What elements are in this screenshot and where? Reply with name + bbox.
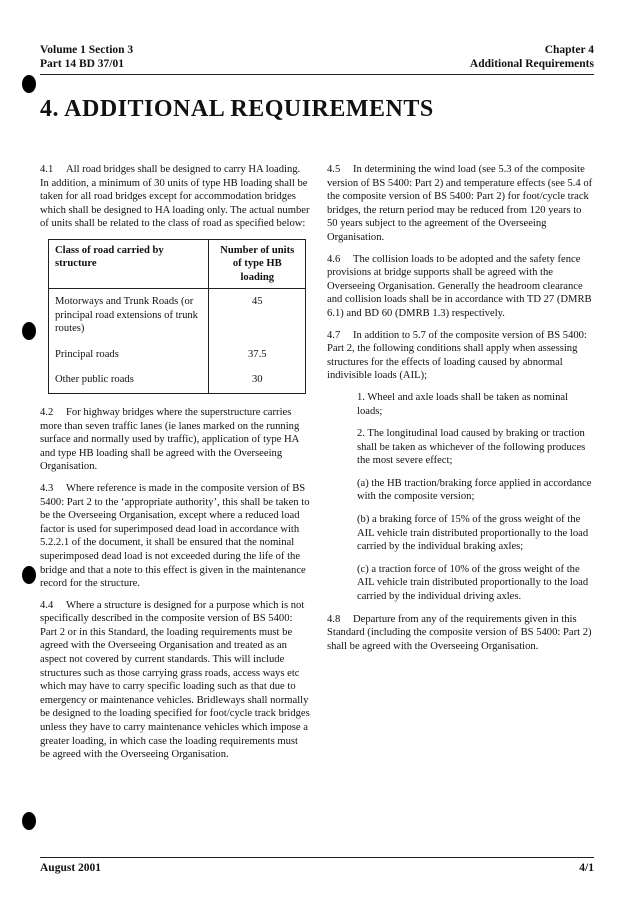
header-chapter-title: Additional Requirements [469,58,594,70]
table-header-class: Class of road carried by structure [49,239,209,289]
paragraph-text: The collision loads to be adopted and the safety fence provisions at bridge supports shall be agreed with the Overseeing Organisation. Generally the headroom clearance and collision loads shall be in accordance with TD 27 (DMRB 6.1) and BD 60 (DMRB 1.3) respectively. [327,253,592,319]
header-rule [40,74,594,75]
left-column [40,163,310,770]
paragraph-4-5 [327,163,594,245]
paragraph-4-6 [327,253,594,321]
list-item-b: (b) a braking force of 15% of the gross weight of the AIL vehicle train distributed proportionally to the load carried by the individual braking axles; [357,514,589,553]
paragraph-number: 4.8 [327,613,341,625]
punch-hole-top [22,75,36,93]
page-number: 4/1 [579,862,594,874]
paragraph-number: 4.5 [327,164,341,175]
paragraph-number: 4.4 [40,599,54,611]
punch-hole-upper-mid [22,322,36,340]
table-row [49,371,306,393]
paragraph-4-4 [40,599,310,762]
header-volume-section: Volume 1 Section 3 [40,44,134,56]
footer-date: August 2001 [40,862,102,874]
table-header-units: Number of units of type HB loading [209,239,306,289]
list-item-a: (a) the HB traction/braking force applied in accordance with the composite version; [357,477,592,503]
header-chapter: Chapter 4 [544,44,594,56]
list-item-1: 1. Wheel and axle loads shall be taken as nominal loads; [357,391,569,417]
right-column [327,163,594,661]
paragraph-text: All road bridges shall be designed to carry HA loading. In addition, a minimum of 30 units of type HB loading shall be taken for all road bridges except for accommodation bridges which shall be designed to HA loading only. The actual number of units shall be related to the class of road as specified below: [40,164,310,230]
punch-hole-bottom [22,812,36,830]
paragraph-4-1 [40,163,310,231]
paragraph-text: Where reference is made in the composite version of BS 5400: Part 2 to the ‘appropriate authority’, this shall be taken to be the Overseeing Organisation, except where a reduced load factor is used for superimposed dead load in accordance with 5.2.2.1 of the document, it shall be ensured that the nominal superimposed dead load is not exceeded during the life of the bridge and that a note to this effect is given in the maintenance record for the structure. [40,482,310,590]
table-cell-units: 45 [209,289,306,346]
paragraph-text: In addition to 5.7 of the composite version of BS 5400: Part 2, the following conditions shall apply when assessing structures for the effects of loading caused by abnormal indivisible loads (AIL); [327,329,587,382]
paragraph-number: 4.7 [327,329,341,341]
table-row [49,346,306,372]
table-cell-units: 37.5 [209,346,306,372]
table-cell-class: Other public roads [49,371,209,393]
page-title: 4. ADDITIONAL REQUIREMENTS [40,96,434,122]
table-cell-units: 30 [209,371,306,393]
paragraph-number: 4.1 [40,164,54,175]
paragraph-text: In determining the wind load (see 5.3 of the composite version of BS 5400: Part 2) and temperature effects (see 5.4 of the composite version of BS 5400: Part 2) for foot/cycle track bridges, the return period may be reduced from 120 years to 50 years subject to the agreement of the Overseeing Organisation. [327,164,593,243]
paragraph-4-7 [327,329,594,383]
paragraph-text: Departure from any of the requirements given in this Standard (including the composite version of BS 5400: Part 2) shall be agreed with the Overseeing Organisation. [327,613,592,652]
table-row [49,289,306,346]
paragraph-4-8 [327,613,594,654]
hb-loading-table [48,239,306,394]
punch-hole-lower-mid [22,566,36,584]
footer-rule [40,857,594,858]
paragraph-4-3 [40,482,310,591]
paragraph-number: 4.2 [40,406,54,418]
paragraph-text: For highway bridges where the superstructure carries more than seven traffic lanes (ie lanes marked on the running surface and normally used by traffic), application of type HA and type HB loading shall be agreed with the Overseeing Organisation. [40,406,300,473]
paragraph-text: Where a structure is designed for a purpose which is not specifically described in the composite version of BS 5400: Part 2 or in this Standard, the loading requirements must be agreed with the Overseeing Organisation and treated as an aspect not covered by current standards. This will include structures such as those carrying grass roads, access ways etc which may have to carry specific loading such as that due to emergency or maintenance vehicles. Bridleways shall normally be designed to the loading specified for foot/cycle track bridges unless they have to carry maintenance vehicles which impose a greater loading, in which case the loading requirements must be agreed with the Overseeing Organisation. [40,599,310,761]
paragraph-4-2 [40,406,310,474]
paragraph-number: 4.3 [40,482,54,494]
list-item-2: 2. The longitudinal load caused by braking or traction shall be taken as whichever of the following produces the most severe effect; [357,428,586,467]
header-part: Part 14 BD 37/01 [40,58,125,70]
paragraph-number: 4.6 [327,253,341,265]
table-cell-class: Principal roads [49,346,209,372]
list-item-c: (c) a traction force of 10% of the gross weight of the AIL vehicle train distributed proportionally to the load carried by the individual driving axles. [357,563,589,603]
table-cell-class: Motorways and Trunk Roads (or principal road extensions of trunk routes) [49,289,209,346]
